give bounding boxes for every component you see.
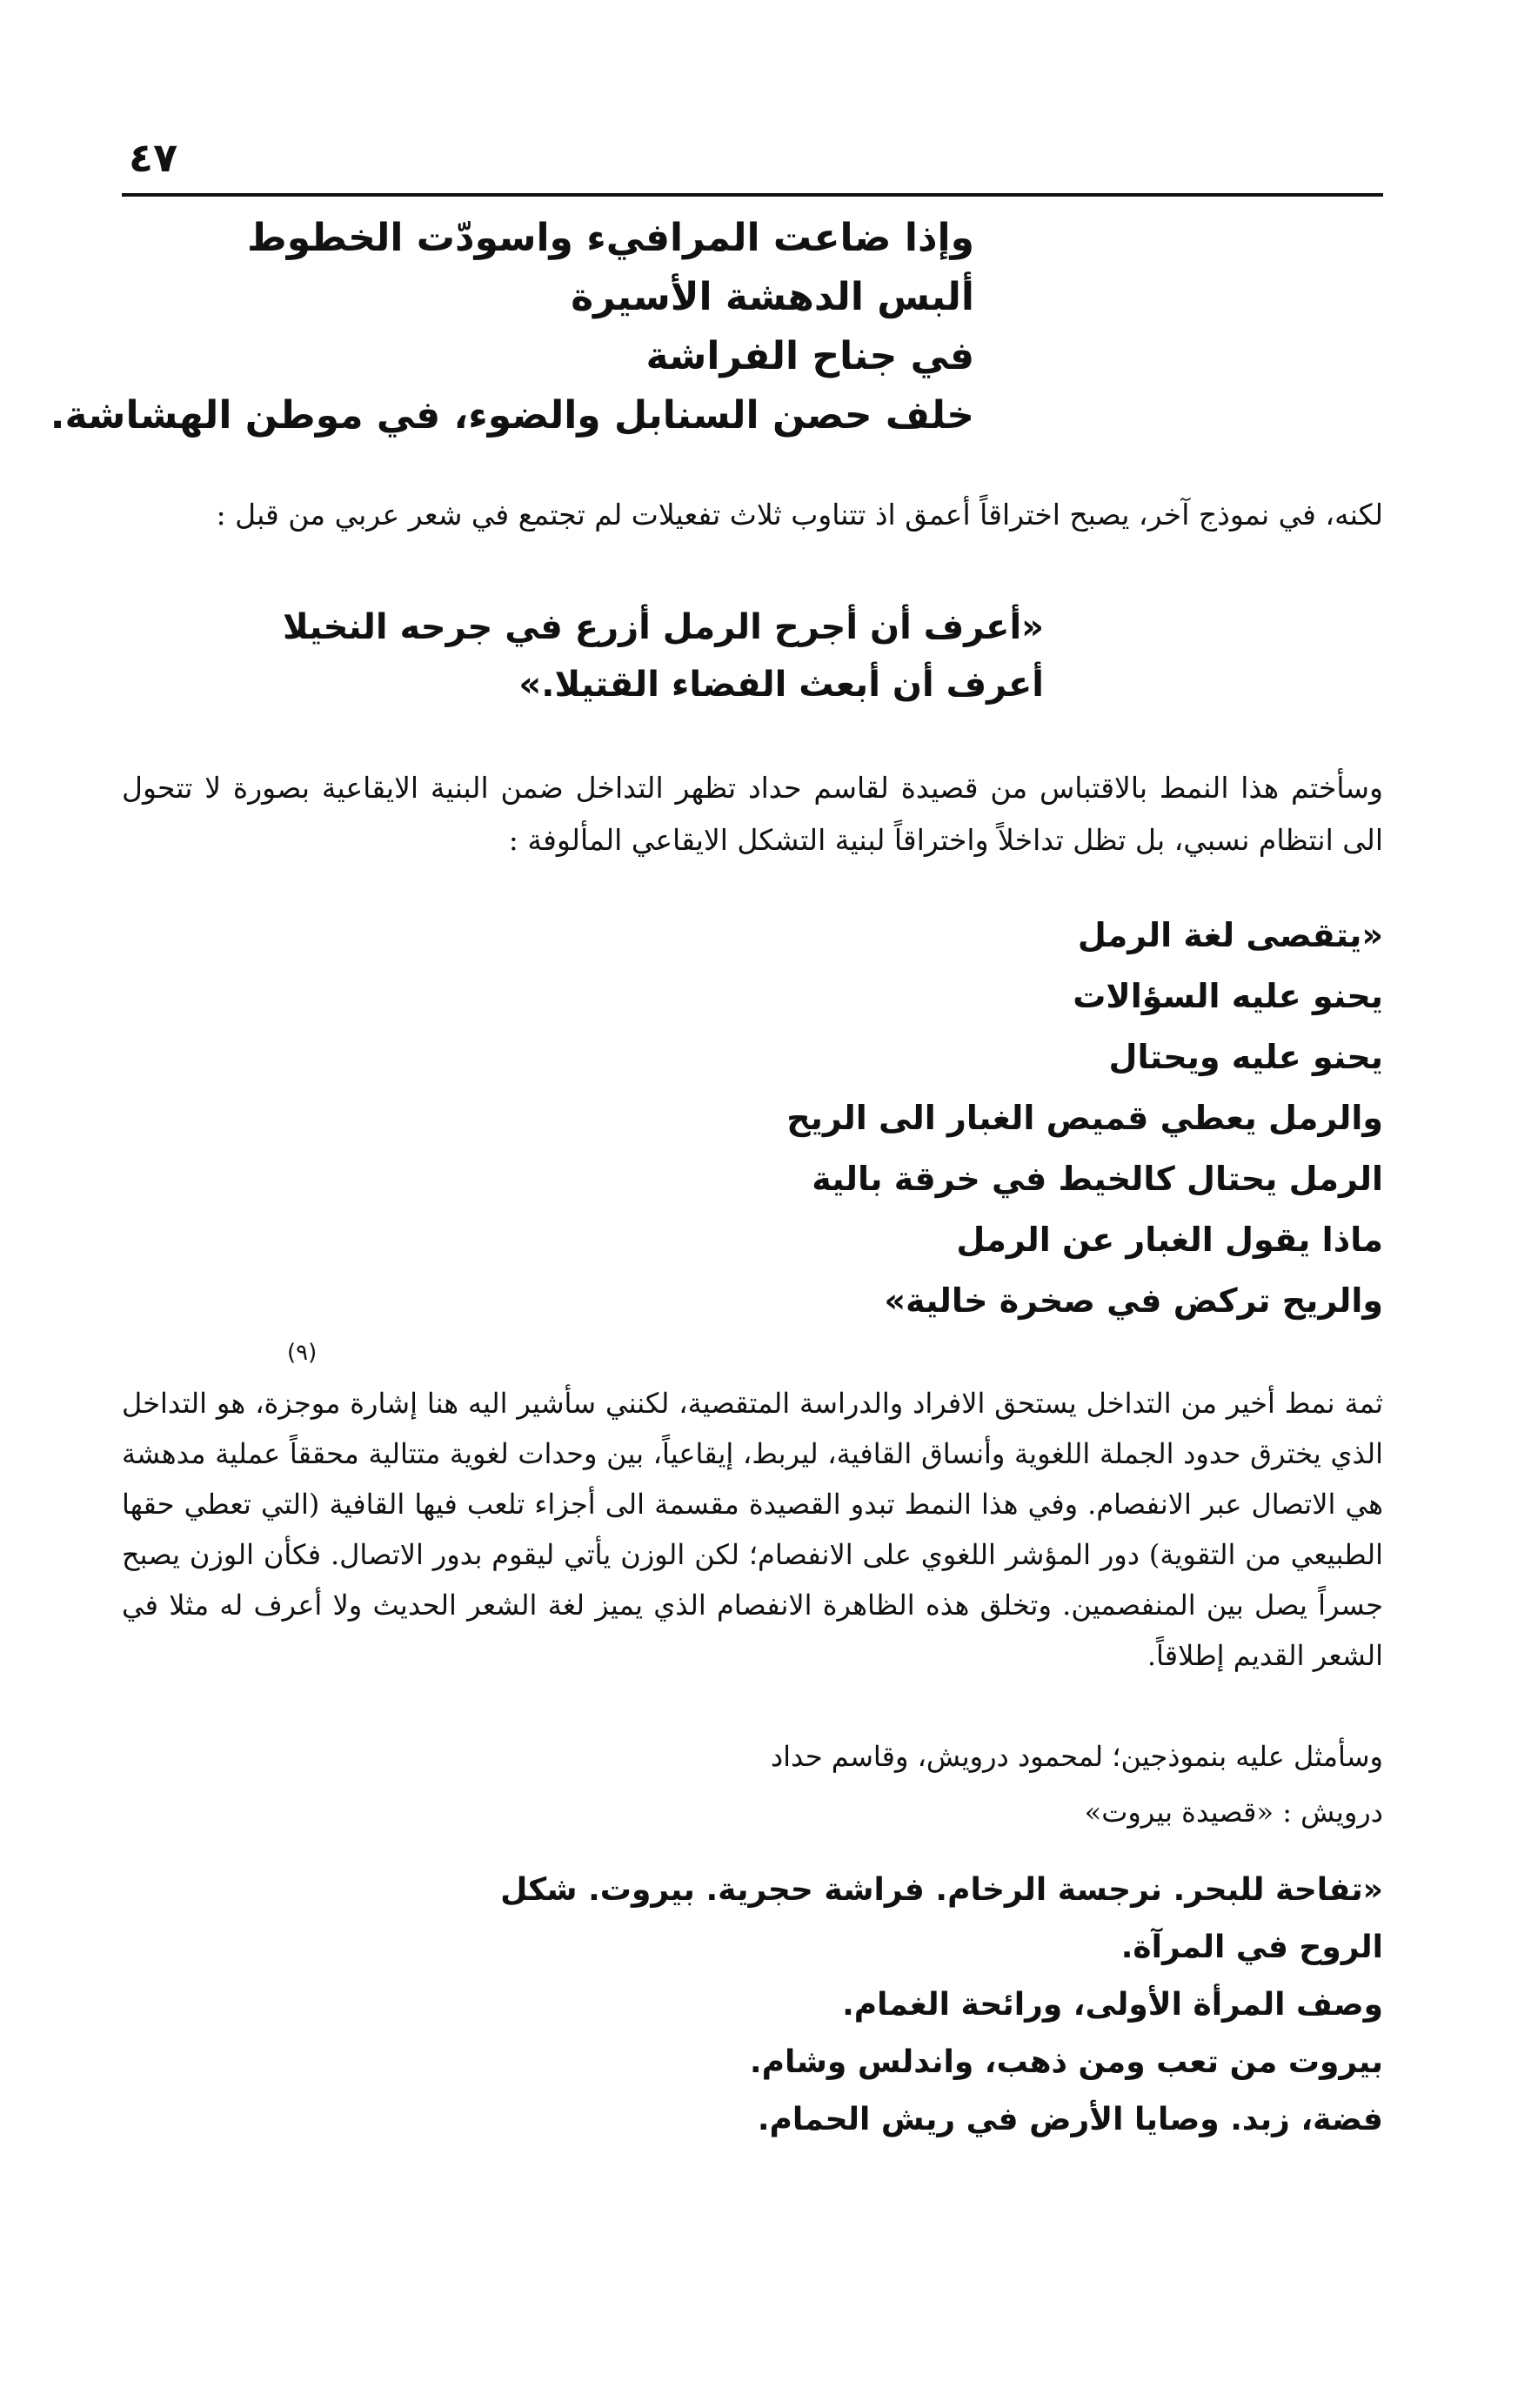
poem-excerpt-1: [50, 209, 974, 445]
paragraph-4: [771, 1731, 1383, 1782]
poem-line: أعرف أن أبعث الفضاء القتيلا.»: [518, 665, 1044, 705]
paragraph-text: لكنه، في نموذج آخر، يصبح اختراقاً أعمق اذ تتناوب ثلاث تفعيلات لم تجتمع في شعر عربي من قبل :: [216, 498, 1383, 532]
poem-excerpt-3: [786, 905, 1383, 1331]
poem-line: ماذا يقول الغبار عن الرمل: [956, 1221, 1383, 1259]
poem-line: وصف المرأة الأولى، ورائحة الغمام.: [842, 1987, 1383, 2023]
poem-line: خلف حصن السنابل والضوء، في موطن الهشاشة.: [50, 393, 974, 438]
header-rule: [122, 193, 1383, 197]
poem-line: بيروت من تعب ومن ذهب، واندلس وشام.: [749, 2044, 1383, 2080]
paragraph-5: [1085, 1787, 1383, 1837]
paragraph-1: [122, 489, 1383, 541]
poem-line: الروح في المرآة.: [1120, 1930, 1383, 1965]
poem-line: الرمل يحتال كالخيط في خرقة بالية: [812, 1160, 1383, 1198]
paragraph-text: وسأمثل عليه بنموذجين؛ لمحمود درويش، وقاسم حداد: [770, 1740, 1383, 1773]
paragraph-2: [122, 762, 1383, 866]
poem-line: «أعرف أن أجرح الرمل أزرع في جرحه النخيلا: [282, 607, 1044, 647]
poem-excerpt-4: [500, 1862, 1383, 2149]
poem-line: وإذا ضاعت المرافيء واسودّت الخطوط: [247, 216, 974, 260]
paragraph-3: [122, 1378, 1383, 1681]
page-number: ٤٧: [129, 134, 178, 181]
paragraph-text: وسأختم هذا النمط بالاقتباس من قصيدة لقاسم حداد تظهر التداخل ضمن البنية الايقاعية بصورة لا تتحول الى انتظام نسبي، بل تظل تداخلاً واختراقاً لبنية التشكل الايقاعي المألوفة :: [122, 771, 1383, 857]
poem-line: والريح تركض في صخرة خالية»: [884, 1281, 1383, 1320]
poem-line: ألبس الدهشة الأسيرة: [571, 275, 974, 319]
paragraph-text: درويش : «قصيدة بيروت»: [1084, 1796, 1383, 1829]
poem-line: والرمل يعطي قميص الغبار الى الريح: [786, 1099, 1383, 1137]
poem-line: «يتقصى لغة الرمل: [1077, 916, 1383, 954]
poem-line: في جناح الفراشة: [645, 334, 974, 378]
paragraph-text: ثمة نمط أخير من التداخل يستحق الافراد والدراسة المتقصية، لكنني سأشير اليه هنا إشارة موجزة، هو التداخل الذي يخترق حدود الجملة اللغوية وأنساق القافية، ليربط، إيقاعياً، بين وحدات لغوية متتالية محققاً عملية مدهشة هي الاتصال عبر الانفصام. وفي هذا النمط تبدو القصيدة مقسمة الى أجزاء تلعب فيها القافية (التي تعطي حقها الطبيعي من التقوية) دور المؤشر اللغوي على الانفصام؛ لكن الوزن يأتي ليقوم بدور الاتصال. فكأن الوزن يصبح جسراً يصل بين المنفصمين. وتخلق هذه الظاهرة الانفصام الذي يميز لغة الشعر الحديث ولا أعرف له مثلا في الشعر القديم إطلاقاً.: [122, 1387, 1383, 1672]
poem-line: يحنو عليه ويحتال: [1108, 1038, 1383, 1076]
poem-excerpt-2: [283, 599, 1044, 713]
section-number: (٩): [287, 1340, 318, 1366]
poem-line: يحنو عليه السؤالات: [1073, 977, 1383, 1015]
poem-line: فضة، زبد. وصايا الأرض في ريش الحمام.: [757, 2102, 1383, 2137]
poem-line: «تفاحة للبحر. نرجسة الرخام. فراشة حجرية. بيروت. شكل: [500, 1872, 1383, 1908]
